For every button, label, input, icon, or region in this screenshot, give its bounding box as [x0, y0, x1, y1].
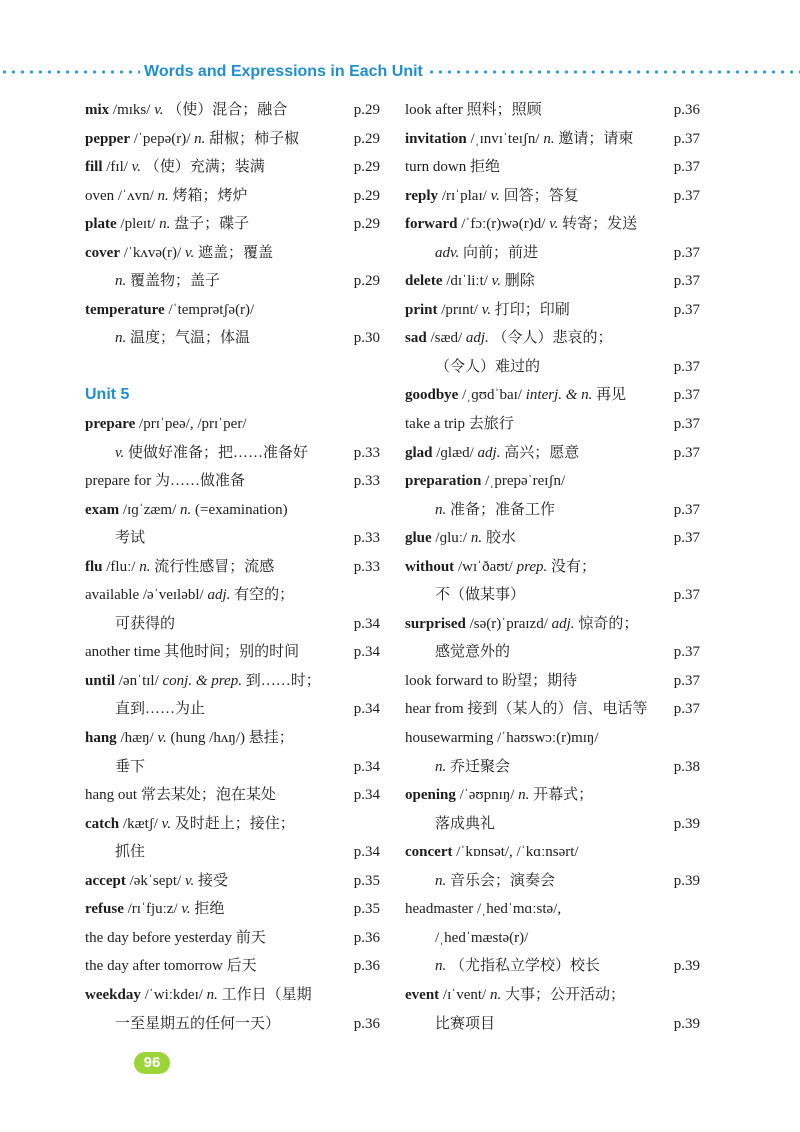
- part-of-speech: v.: [181, 901, 191, 918]
- page-reference: p.29: [353, 216, 380, 233]
- vocab-entry: [405, 96, 700, 125]
- headword: delete: [405, 273, 443, 290]
- section-header: [0, 60, 800, 84]
- vocab-entry: [405, 125, 700, 154]
- headword: flu: [85, 558, 103, 575]
- page-reference: p.37: [673, 301, 700, 318]
- vocab-entry: [405, 781, 700, 810]
- pronunciation: /ˈkɒnsət/, /ˈkɑːnsərt/: [456, 844, 579, 861]
- definition: 拒绝: [470, 159, 501, 176]
- vocab-entry: [85, 210, 380, 239]
- pronunciation: /ɡlæd/: [436, 444, 474, 461]
- definition: 邀请；请柬: [558, 130, 634, 147]
- definition: 乔迁聚会: [450, 758, 511, 775]
- definition: 温度；气温；体温: [130, 330, 251, 347]
- page-reference: p.37: [673, 159, 700, 176]
- pronunciation: /sə(r)ˈpraɪzd/: [469, 615, 548, 632]
- definition: 常去某处；泡在某处: [140, 787, 276, 804]
- entry-continuation: [85, 267, 380, 296]
- page-reference: p.36: [673, 102, 700, 118]
- part-of-speech: adj.: [551, 615, 575, 632]
- part-of-speech: n.: [489, 986, 502, 1003]
- headword: forward: [405, 216, 458, 233]
- pronunciation: /prɪnt/: [441, 301, 478, 318]
- definition: 垂下: [115, 758, 146, 775]
- part-of-speech: n.: [115, 273, 127, 290]
- definition: (hung /hʌŋ/) 悬挂；: [170, 730, 294, 747]
- vocab-entry: [85, 96, 380, 125]
- entry-continuation: [405, 952, 700, 981]
- page-reference: p.36: [353, 958, 380, 975]
- definition: 音乐会；演奏会: [450, 872, 556, 889]
- headword: accept: [85, 872, 126, 889]
- entry-continuation: [85, 324, 380, 353]
- pronunciation: /fɪl/: [106, 159, 128, 176]
- vocab-entry: [405, 895, 700, 924]
- definition: （使）混合；融合: [167, 102, 288, 118]
- vocab-entry: [85, 182, 380, 211]
- pronunciation: /wɪˈðaʊt/: [457, 558, 513, 575]
- entry-continuation: [85, 610, 380, 639]
- headword: glad: [405, 444, 433, 461]
- page-reference: p.29: [353, 130, 380, 147]
- definition: 接到（某人的）信、电话等: [467, 701, 648, 718]
- headword: print: [405, 301, 438, 318]
- definition: 为……做准备: [154, 473, 245, 490]
- page-number: 96: [134, 1052, 170, 1074]
- page-reference: p.30: [353, 330, 380, 347]
- left-column: [85, 96, 380, 1038]
- definition: （使）充满；装满: [144, 159, 265, 176]
- definition: 覆盖物；盖子: [130, 273, 221, 290]
- vocab-entry: [405, 267, 700, 296]
- definition: 感觉意外的: [435, 644, 511, 661]
- headword: preparation: [405, 473, 482, 490]
- page-reference: p.34: [353, 644, 380, 661]
- pronunciation: /ɡluː/: [435, 530, 468, 547]
- vocab-entry: [85, 581, 380, 610]
- part-of-speech: n.: [139, 558, 151, 575]
- page-reference: p.33: [353, 530, 380, 547]
- headword: until: [85, 672, 116, 689]
- vocab-entry: [405, 467, 700, 496]
- definition: 前天: [235, 929, 266, 946]
- page-reference: p.37: [673, 244, 700, 261]
- part-of-speech: v.: [549, 216, 559, 233]
- definition: 准备；准备工作: [450, 501, 556, 518]
- headword: invitation: [405, 130, 467, 147]
- definition: 打印；印刷: [494, 301, 570, 318]
- vocab-entry: [85, 239, 380, 268]
- definition: 工作日（星期: [221, 986, 312, 1003]
- pronunciation: /ˈpepə(r)/: [133, 130, 191, 147]
- vocab-entry: [405, 610, 700, 639]
- vocab-entry: [405, 724, 700, 753]
- headword: sad: [405, 330, 427, 347]
- definition: 流行性感冒；流感: [154, 558, 275, 575]
- part-of-speech: v.: [157, 730, 167, 747]
- pronunciation: headmaster /ˌhedˈmɑːstə/,: [405, 901, 562, 918]
- pronunciation: /rɪˈplaɪ/: [441, 187, 487, 204]
- pronunciation: /prɪˈpeə/, /prɪˈper/: [139, 416, 247, 433]
- spacer: [85, 353, 380, 382]
- pronunciation: prepare for: [85, 473, 152, 490]
- headword: reply: [405, 187, 439, 204]
- page-reference: p.39: [673, 815, 700, 832]
- page-reference: p.34: [353, 701, 380, 718]
- pronunciation: /ɪˈvent/: [442, 986, 487, 1003]
- page-reference: p.33: [353, 558, 380, 575]
- definition: 照料；照顾: [466, 102, 542, 118]
- definition: 接受: [198, 872, 229, 889]
- headword: prepare: [85, 416, 136, 433]
- definition: （令人）难过的: [435, 358, 541, 375]
- definition: 及时赶上；接住；: [174, 815, 295, 832]
- headword: weekday: [85, 986, 141, 1003]
- page-reference: p.37: [673, 530, 700, 547]
- entry-continuation: [85, 524, 380, 553]
- page-reference: p.34: [353, 844, 380, 861]
- vocab-entry: [405, 182, 700, 211]
- definition: 到……时；: [245, 672, 321, 689]
- page-reference: p.37: [673, 501, 700, 518]
- vocab-entry: [85, 410, 380, 439]
- page-reference: p.39: [673, 872, 700, 889]
- pronunciation: another time: [85, 644, 161, 661]
- pronunciation: /ˌɡʊdˈbaɪ/: [462, 387, 522, 404]
- vocab-entry: [405, 410, 700, 439]
- page-reference: p.36: [353, 1015, 380, 1032]
- vocab-entry: [85, 895, 380, 924]
- pronunciation: /rɪˈfjuːz/: [127, 901, 178, 918]
- pronunciation: turn down: [405, 159, 467, 176]
- page-reference: p.34: [353, 758, 380, 775]
- part-of-speech: n.: [435, 958, 447, 975]
- pronunciation: look forward to: [405, 672, 499, 689]
- pronunciation: /hæŋ/: [120, 730, 154, 747]
- headword: plate: [85, 216, 117, 233]
- page-reference: p.37: [673, 701, 700, 718]
- pronunciation: /ˌprepəˈreɪʃn/: [485, 473, 566, 490]
- vocab-entry: [85, 924, 380, 953]
- definition: 甜椒；柿子椒: [209, 130, 300, 147]
- definition: （尤指私立学校）校长: [450, 958, 601, 975]
- entry-continuation: [85, 838, 380, 867]
- entry-continuation: [405, 638, 700, 667]
- definition: 不（做某事）: [435, 587, 526, 604]
- page-reference: p.37: [673, 644, 700, 661]
- pronunciation: /dɪˈliːt/: [446, 273, 488, 290]
- definition: 大事；公开活动；: [504, 986, 625, 1003]
- page-reference: p.29: [353, 102, 380, 118]
- vocab-entry: [405, 210, 700, 239]
- unit-heading: Unit 5: [85, 386, 130, 404]
- part-of-speech: v.: [490, 187, 500, 204]
- part-of-speech: n.: [518, 787, 530, 804]
- entry-continuation: [405, 353, 700, 382]
- vocab-entry: [405, 153, 700, 182]
- headword: temperature: [85, 301, 165, 318]
- definition: 盼望；期待: [502, 672, 578, 689]
- page-reference: p.38: [673, 758, 700, 775]
- vocab-entry: [405, 439, 700, 468]
- part-of-speech: n.: [435, 501, 447, 518]
- definition: 落成典礼: [435, 815, 496, 832]
- vocab-entry: [405, 524, 700, 553]
- part-of-speech: v.: [184, 872, 195, 889]
- pronunciation: /əkˈsept/: [129, 872, 182, 889]
- part-of-speech: v.: [115, 444, 125, 461]
- headword: catch: [85, 815, 120, 832]
- pronunciation: oven /ˈʌvn/: [85, 187, 154, 204]
- definition: 可获得的: [115, 615, 176, 632]
- entry-continuation: [85, 753, 380, 782]
- vocab-entry: [405, 838, 700, 867]
- pronunciation: available /əˈveɪləbl/: [85, 587, 204, 604]
- page-reference: p.35: [353, 872, 380, 889]
- headword: without: [405, 558, 455, 575]
- entry-continuation: [85, 695, 380, 724]
- definition: 盘子；碟子: [174, 216, 250, 233]
- vocab-entry: [85, 125, 380, 154]
- pronunciation: /ˈtemprətʃə(r)/: [168, 301, 255, 318]
- page-reference: p.34: [353, 787, 380, 804]
- definition: /ˌhedˈmæstə(r)/: [435, 929, 529, 946]
- page-reference: p.35: [353, 901, 380, 918]
- headword: cover: [85, 244, 120, 261]
- page-reference: p.39: [673, 958, 700, 975]
- vocab-entry: [85, 867, 380, 896]
- vocab-entry: [85, 952, 380, 981]
- definition: 回答；答复: [503, 187, 579, 204]
- definition: 烤箱；烤炉: [172, 187, 248, 204]
- part-of-speech: n.: [543, 130, 555, 147]
- definition: 比赛项目: [435, 1015, 496, 1032]
- definition: 高兴；愿意: [504, 444, 580, 461]
- part-of-speech: n.: [115, 330, 127, 347]
- page-reference: p.39: [673, 1015, 700, 1032]
- vocab-entry: [405, 981, 700, 1010]
- page-reference: p.29: [353, 159, 380, 176]
- definition: 拒绝: [194, 901, 225, 918]
- pronunciation: /fluː/: [106, 558, 136, 575]
- page-reference: p.29: [353, 187, 380, 204]
- part-of-speech: n.: [157, 187, 169, 204]
- pronunciation: /ɪɡˈzæm/: [122, 501, 177, 518]
- vocab-entry: [85, 638, 380, 667]
- part-of-speech: adj.: [477, 444, 501, 461]
- headword: exam: [85, 501, 120, 518]
- headword: surprised: [405, 615, 466, 632]
- part-of-speech: n.: [206, 986, 218, 1003]
- headword: goodbye: [405, 387, 459, 404]
- definition: 一至星期五的任何一天）: [115, 1015, 281, 1032]
- entry-continuation: [405, 239, 700, 268]
- headword: fill: [85, 159, 103, 176]
- part-of-speech: v.: [154, 102, 164, 118]
- headword: hang: [85, 730, 117, 747]
- definition: 使做好准备；把……准备好: [128, 444, 309, 461]
- right-column: [405, 96, 700, 1038]
- page-reference: p.37: [673, 416, 700, 433]
- part-of-speech: v.: [161, 815, 171, 832]
- pronunciation: /ˈəʊpnɪŋ/: [459, 787, 515, 804]
- pronunciation: /sæd/: [430, 330, 463, 347]
- pronunciation: hang out: [85, 787, 138, 804]
- definition: 去旅行: [468, 416, 514, 433]
- vocab-entry: [85, 981, 380, 1010]
- entry-continuation: [405, 924, 700, 953]
- definition: 抓住: [115, 844, 146, 861]
- vocab-entry: [85, 467, 380, 496]
- page-reference: p.34: [353, 615, 380, 632]
- page-reference: p.33: [353, 444, 380, 461]
- definition: 有空的；: [234, 587, 295, 604]
- pronunciation: housewarming /ˈhaʊswɔː(r)mɪŋ/: [405, 730, 599, 747]
- page-reference: p.37: [673, 587, 700, 604]
- part-of-speech: adj.: [207, 587, 231, 604]
- headword: pepper: [85, 130, 130, 147]
- pronunciation: /ˈkʌvə(r)/: [123, 244, 182, 261]
- vocab-entry: [405, 324, 700, 353]
- entry-continuation: [85, 439, 380, 468]
- part-of-speech: interj. & n.: [525, 387, 593, 404]
- definition: (=examination): [194, 501, 288, 518]
- pronunciation: /ˈwiːkdeɪ/: [144, 986, 203, 1003]
- definition: 没有；: [551, 558, 597, 575]
- part-of-speech: v.: [131, 159, 141, 176]
- vocab-entry: [85, 553, 380, 582]
- page-reference: p.37: [673, 187, 700, 204]
- headword: mix: [85, 102, 110, 118]
- page-reference: p.37: [673, 672, 700, 689]
- pronunciation: /kætʃ/: [122, 815, 158, 832]
- part-of-speech: v.: [481, 301, 491, 318]
- part-of-speech: n.: [470, 530, 483, 547]
- vocab-entry: [85, 724, 380, 753]
- pronunciation: the day after tomorrow: [85, 958, 223, 975]
- vocab-entry: [405, 667, 700, 696]
- entry-continuation: [85, 1010, 380, 1039]
- definition: 胶水: [485, 530, 516, 547]
- entry-continuation: [405, 581, 700, 610]
- vocab-entry: [85, 667, 380, 696]
- page-reference: p.37: [673, 387, 700, 404]
- definition: 后天: [226, 958, 257, 975]
- page-reference: p.37: [673, 444, 700, 461]
- part-of-speech: v.: [491, 273, 501, 290]
- headword: event: [405, 986, 440, 1003]
- pronunciation: /mɪks/: [112, 102, 151, 118]
- definition: 其他时间；别的时间: [164, 644, 300, 661]
- page-reference: p.29: [353, 273, 380, 290]
- entry-continuation: [405, 867, 700, 896]
- definition: 直到……为止: [115, 701, 206, 718]
- vocab-entry: [405, 695, 700, 724]
- header-dots-right: [427, 70, 800, 74]
- page-reference: p.36: [353, 929, 380, 946]
- definition: 向前；前进: [463, 244, 539, 261]
- definition: （令人）悲哀的；: [492, 330, 613, 347]
- headword: concert: [405, 844, 453, 861]
- vocab-entry: [85, 810, 380, 839]
- part-of-speech: n.: [435, 872, 447, 889]
- part-of-speech: n.: [179, 501, 192, 518]
- entry-continuation: [405, 810, 700, 839]
- pronunciation: /ənˈtɪl/: [118, 672, 159, 689]
- part-of-speech: prep.: [516, 558, 548, 575]
- part-of-speech: adj.: [465, 330, 489, 347]
- part-of-speech: n.: [194, 130, 206, 147]
- headword: opening: [405, 787, 456, 804]
- vocab-entry: [85, 781, 380, 810]
- pronunciation: /pleɪt/: [120, 216, 156, 233]
- part-of-speech: n.: [159, 216, 171, 233]
- definition: 删除: [504, 273, 535, 290]
- definition: 再见: [596, 387, 627, 404]
- page-reference: p.37: [673, 130, 700, 147]
- pronunciation: take a trip: [405, 416, 465, 433]
- header-title: Words and Expressions in Each Unit: [144, 63, 423, 80]
- vocab-entry: [405, 553, 700, 582]
- page-reference: p.33: [353, 473, 380, 490]
- definition: 开幕式；: [533, 787, 594, 804]
- part-of-speech: n.: [435, 758, 447, 775]
- headword: refuse: [85, 901, 124, 918]
- definition: 惊奇的；: [578, 615, 639, 632]
- entry-continuation: [405, 753, 700, 782]
- pronunciation: hear from: [405, 701, 464, 718]
- vocab-entry: [405, 381, 700, 410]
- pronunciation: look after: [405, 102, 463, 118]
- vocab-entry: [85, 153, 380, 182]
- entry-continuation: [405, 1010, 700, 1039]
- pronunciation: /ˌɪnvɪˈteɪʃn/: [470, 130, 540, 147]
- vocab-entry: [85, 496, 380, 525]
- header-dots-left: [0, 70, 140, 74]
- pronunciation: /ˈfɔː(r)wə(r)d/: [461, 216, 546, 233]
- vocab-entry: [405, 296, 700, 325]
- definition: 遮盖；覆盖: [198, 244, 274, 261]
- page-reference: p.37: [673, 273, 700, 290]
- definition: 考试: [115, 530, 146, 547]
- part-of-speech: adv.: [435, 244, 460, 261]
- entry-continuation: [405, 496, 700, 525]
- definition: 转寄；发送: [562, 216, 638, 233]
- part-of-speech: conj. & prep.: [162, 672, 242, 689]
- vocab-entry: [85, 296, 380, 325]
- pronunciation: the day before yesterday: [85, 929, 233, 946]
- part-of-speech: v.: [184, 244, 195, 261]
- page-reference: p.37: [673, 358, 700, 375]
- headword: glue: [405, 530, 432, 547]
